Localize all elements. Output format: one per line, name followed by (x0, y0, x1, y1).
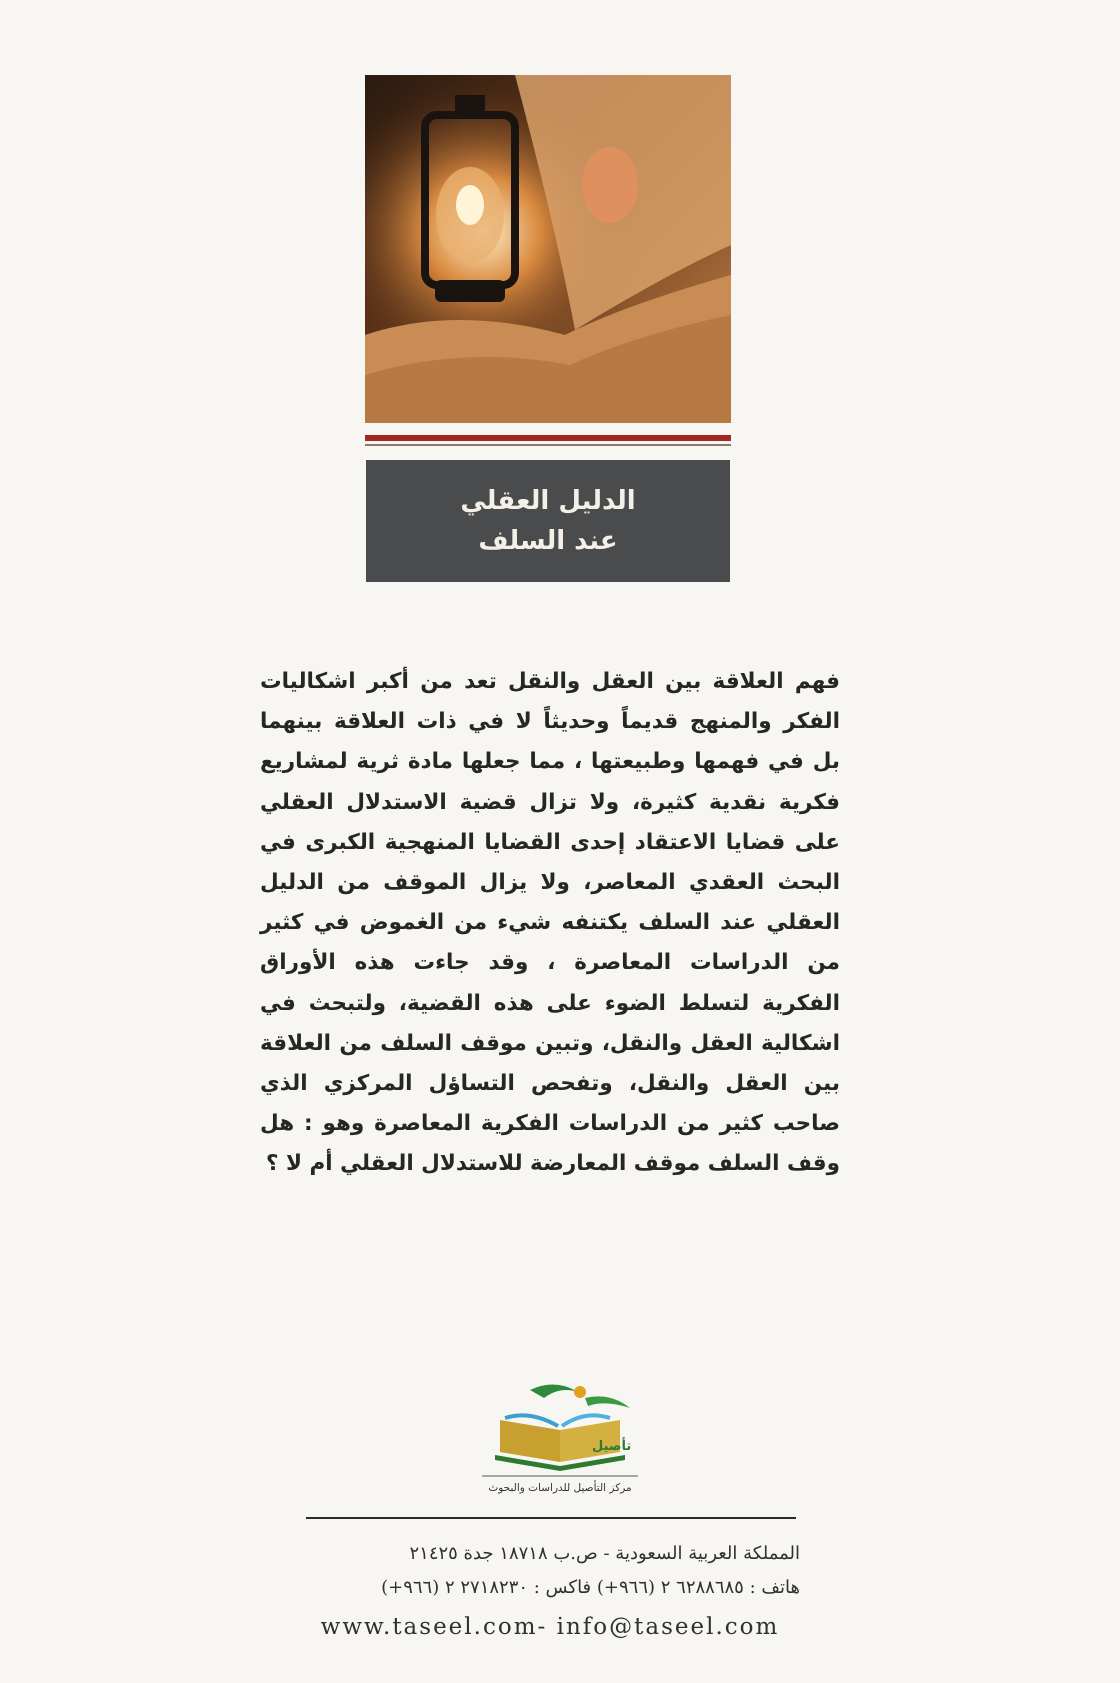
decorative-stripe (365, 435, 731, 441)
book-title-line-2: عند السلف (478, 526, 618, 556)
website-email-text: www.taseel.com- info@taseel.com (320, 1614, 780, 1640)
book-title-box (366, 460, 730, 582)
decorative-line (365, 444, 731, 446)
publisher-logo (460, 1380, 660, 1495)
svg-text:مركز التأصيل للدراسات والبحوث: مركز التأصيل للدراسات والبحوث (488, 1482, 632, 1494)
address-text: المملكة العربية السعودية - ص.ب ١٨٧١٨ جدة ٢١٤٢٥ (409, 1543, 800, 1564)
footer-divider (306, 1517, 796, 1519)
back-cover-blurb: فهم العلاقة بين العقل والنقل تعد من أكبر اشكاليات الفكر والمنهج قديماً وحديثاً لا في ذات العلاقة بينهما بل في فهمها وطبيعتها ، مما جعلها مادة ثرية لمشاريع فكرية نقدية كثيرة، ولا تزال قضية الاستدلال العقلي على قضايا الاعتقاد إحدى القضايا المنهجية الكبرى في البحث العقدي المعاصر، ولا يزال الموقف من الدليل العقلي عند السلف يكتنفه شيء من الغموض في كثير من الدراسات المعاصرة ، وقد جاءت هذه الأوراق الفكرية لتسلط الضوء على هذه القضية، ولتبحث في اشكالية العقل والنقل، وتبين موقف السلف من العلاقة بين العقل والنقل، وتفحص التساؤل المركزي الذي صاحب كثير من الدراسات الفكرية المعاصرة وهو : هل وقف السلف موقف المعارضة للاستدلال العقلي أم لا ؟ (260, 669, 840, 1177)
svg-text:تأصيل: تأصيل (592, 1439, 632, 1454)
publisher-contact (300, 1537, 800, 1645)
phone-fax-text: هاتف : ٦٢٨٨٦٨٥ ٢ (٩٦٦+) فاكس : ٢٧١٨٢٣٠ ٢ (٩٦٦+) (381, 1577, 800, 1598)
cover-image (365, 75, 731, 423)
book-title-line-1: الدليل العقلي (460, 486, 636, 516)
